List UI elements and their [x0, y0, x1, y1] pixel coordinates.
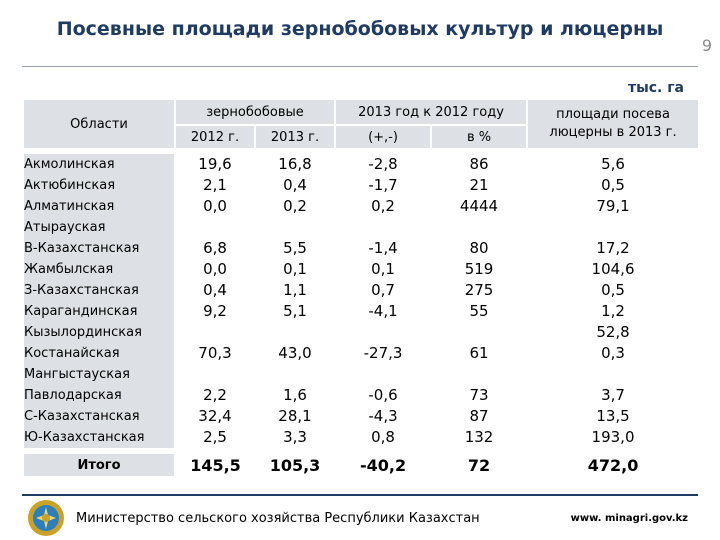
header-legumes: зернобобовые	[175, 99, 335, 125]
value-alfalfa	[528, 217, 698, 238]
region-name: С-Казахстанская	[24, 409, 140, 424]
value-pct-change: 87	[469, 407, 489, 425]
header-abs-change: (+,-)	[335, 125, 431, 149]
region-name: Кызылординская	[24, 325, 142, 340]
region-name: Карагандинская	[24, 304, 138, 319]
value-alfalfa: 13,5	[596, 407, 630, 425]
value-alfalfa: 0,5	[601, 176, 625, 194]
value-alfalfa: 0,3	[601, 344, 625, 362]
value-2013	[256, 322, 334, 343]
value-alfalfa: 1,2	[601, 302, 625, 320]
value-2013: 16,8	[278, 155, 312, 173]
value-2013: 5,5	[283, 239, 307, 257]
value-alfalfa: 0,5	[601, 281, 625, 299]
total-2013: 105,3	[255, 451, 335, 477]
value-2012: 2,1	[203, 176, 227, 194]
value-alfalfa: 79,1	[596, 197, 630, 215]
value-2013: 28,1	[278, 407, 312, 425]
value-2012: 2,2	[203, 386, 227, 404]
total-2012: 145,5	[175, 451, 255, 477]
value-abs-change: -4,3	[368, 407, 398, 425]
value-2013	[256, 217, 334, 238]
total-row	[23, 451, 699, 477]
region-name: З-Казахстанская	[24, 283, 139, 298]
value-abs-change: 0,8	[371, 428, 395, 446]
value-alfalfa	[528, 364, 698, 385]
region-list	[23, 154, 175, 451]
value-pct-change: 86	[469, 155, 489, 173]
value-2013: 0,4	[283, 176, 307, 194]
col-alfalfa	[527, 154, 699, 451]
value-pct-change	[432, 322, 526, 343]
value-alfalfa: 104,6	[591, 260, 635, 278]
value-2012: 70,3	[198, 344, 232, 362]
value-2012: 32,4	[198, 407, 232, 425]
total-abs-change: -40,2	[335, 451, 431, 477]
value-abs-change	[336, 322, 430, 343]
value-pct-change: 4444	[459, 197, 499, 215]
value-2012: 0,0	[203, 197, 227, 215]
value-abs-change: -4,1	[368, 302, 398, 320]
value-2012	[176, 322, 254, 343]
value-abs-change	[336, 217, 430, 238]
header-row-groups	[23, 99, 699, 125]
header-alfalfa-line2: люцерны в 2013 г.	[549, 125, 677, 140]
value-2012: 19,6	[198, 155, 232, 173]
region-name: Ю-Казахстанская	[24, 430, 145, 445]
value-2013: 1,1	[283, 281, 307, 299]
region-name: Акмолинская	[24, 157, 115, 172]
total-label: Итого	[23, 451, 175, 477]
footer-ministry: Министерство сельского хозяйства Республики Казахстан	[76, 511, 480, 526]
value-2013	[256, 364, 334, 385]
region-name: Павлодарская	[24, 388, 122, 403]
value-alfalfa: 3,7	[601, 386, 625, 404]
value-2012	[176, 364, 254, 385]
value-abs-change: -0,6	[368, 386, 398, 404]
value-abs-change: 0,7	[371, 281, 395, 299]
value-2013: 43,0	[278, 344, 312, 362]
value-abs-change: -27,3	[363, 344, 403, 362]
value-2013: 0,1	[283, 260, 307, 278]
value-abs-change: -2,8	[368, 155, 398, 173]
value-2013: 3,3	[283, 428, 307, 446]
value-2012: 0,4	[203, 281, 227, 299]
col-abs-change	[335, 154, 431, 451]
region-name: Атырауская	[24, 220, 106, 235]
header-pct-change: в %	[431, 125, 527, 149]
region-name: Жамбылская	[24, 262, 114, 277]
value-pct-change: 275	[464, 281, 494, 299]
value-alfalfa: 17,2	[596, 239, 630, 257]
value-pct-change: 80	[469, 239, 489, 257]
value-pct-change: 132	[464, 428, 494, 446]
data-body-row	[23, 154, 699, 451]
value-abs-change: -1,4	[368, 239, 398, 257]
value-alfalfa: 5,6	[601, 155, 625, 173]
value-2012: 6,8	[203, 239, 227, 257]
col-pct-change	[431, 154, 527, 451]
region-name: Мангыстауская	[24, 367, 130, 382]
value-abs-change: 0,2	[371, 197, 395, 215]
value-alfalfa: 52,8	[596, 323, 630, 341]
units-label: тыс. га	[627, 80, 684, 96]
value-abs-change	[336, 364, 430, 385]
value-pct-change	[432, 217, 526, 238]
header-alfalfa-line1: площади посева	[556, 107, 670, 122]
total-pct-change: 72	[431, 451, 527, 477]
crop-area-table	[22, 98, 700, 478]
footer-website-link[interactable]: www. minagri.gov.kz	[570, 513, 688, 524]
value-pct-change: 519	[464, 260, 494, 278]
value-pct-change	[432, 364, 526, 385]
header-regions: Области	[23, 99, 175, 149]
slide-title: Посевные площади зернобобовых культур и люцерны	[56, 18, 664, 40]
value-pct-change: 73	[469, 386, 489, 404]
footer-divider	[22, 494, 698, 496]
region-name: Алматинская	[24, 199, 115, 214]
region-name: Костанайская	[24, 346, 120, 361]
header-2012: 2012 г.	[175, 125, 255, 149]
value-2012: 0,0	[203, 260, 227, 278]
region-name: Актюбинская	[24, 178, 116, 193]
value-alfalfa: 193,0	[591, 428, 635, 446]
col-2012	[175, 154, 255, 451]
value-2012	[176, 217, 254, 238]
header-alfalfa	[527, 99, 699, 149]
value-2013: 5,1	[283, 302, 307, 320]
value-pct-change: 21	[469, 176, 489, 194]
value-2013: 0,2	[283, 197, 307, 215]
value-2013: 1,6	[283, 386, 307, 404]
header-2013: 2013 г.	[255, 125, 335, 149]
value-2012: 9,2	[203, 302, 227, 320]
region-name: В-Казахстанская	[24, 241, 140, 256]
col-2013	[255, 154, 335, 451]
value-abs-change: -1,7	[368, 176, 398, 194]
state-emblem-icon	[26, 498, 66, 538]
value-2012: 2,5	[203, 428, 227, 446]
header-change: 2013 год к 2012 году	[335, 99, 527, 125]
title-divider	[22, 66, 698, 67]
total-alfalfa: 472,0	[527, 451, 699, 477]
value-pct-change: 55	[469, 302, 489, 320]
value-pct-change: 61	[469, 344, 489, 362]
value-abs-change: 0,1	[371, 260, 395, 278]
slide-number: 9	[701, 36, 712, 55]
